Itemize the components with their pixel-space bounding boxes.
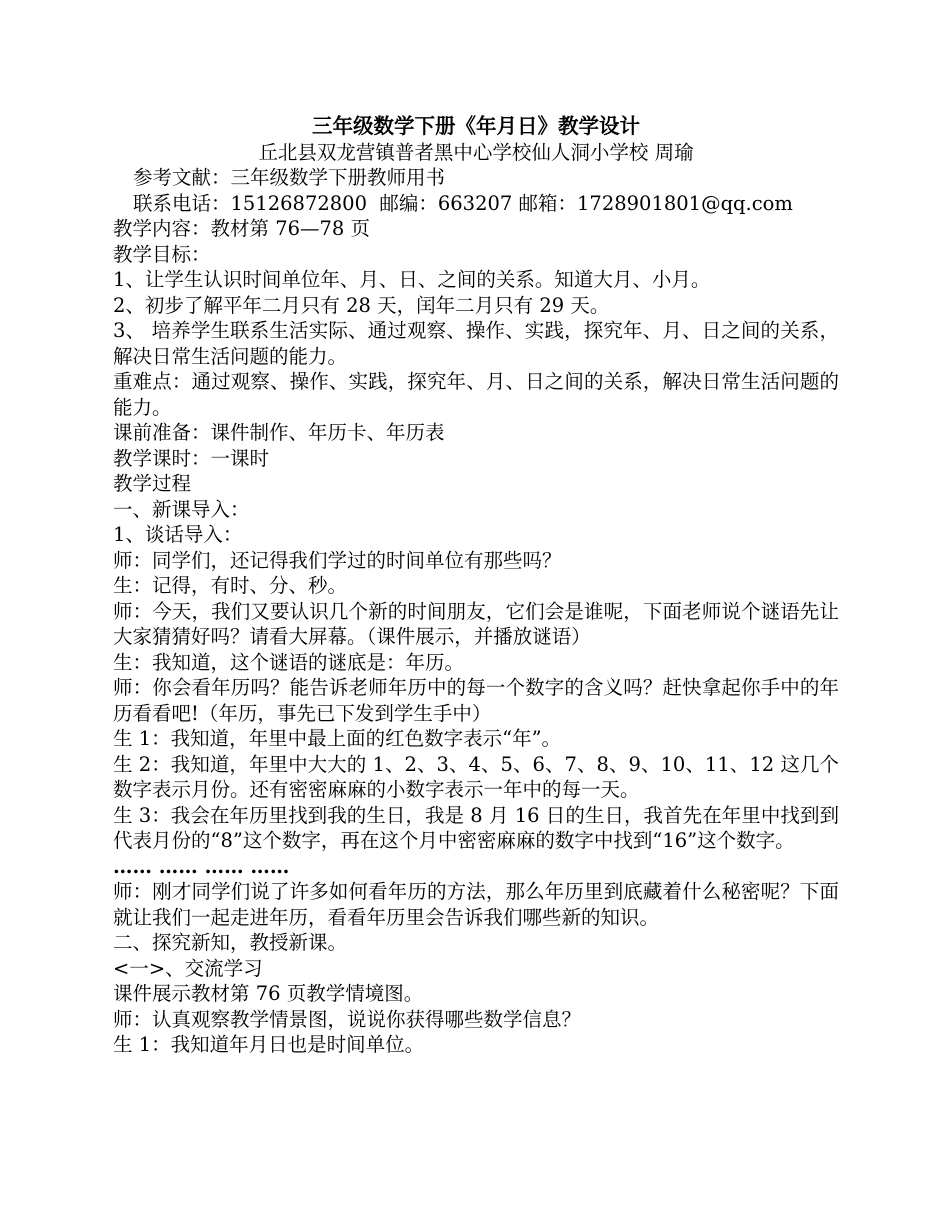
objective-1: 1、让学生认识时间单位年、月、日、之间的关系。知道大月、小月。 (113, 268, 711, 291)
author-line: 丘北县双龙营镇普者黑中心学校仙人洞小学校 周瑜 (258, 141, 694, 164)
section-2-heading: 二、探究新知，教授新课。 (113, 931, 348, 954)
courseware-note: 课件展示教材第 76 页教学情境图。 (113, 982, 424, 1005)
dialogue-line: 生 3：我会在年历里找到我的生日，我是 8 月 16 日的生日，我首先在年里中找到到代表月份的“8”这个数字，再在这个月中密密麻麻的数字中找到“16”这个数字。 (113, 803, 839, 852)
contact-line: 联系电话：15126872800 邮编：663207 邮箱：1728901801@qq.com (133, 191, 793, 215)
dialogue-line: 师：你会看年历吗？能告诉老师年历中的每一个数字的含义吗？赶快拿起你手中的年历看看吧!（年历，事先已下发到学生手中） (113, 676, 839, 725)
dialogue-line: 生：记得，有时、分、秒。 (113, 574, 348, 597)
document-title: 三年级数学下册《年月日》教学设计 (312, 114, 640, 138)
dialogue-line: 生：我知道，这个谜语的谜底是：年历。 (113, 650, 465, 674)
dialogue-line: 师：今天，我们又要认识几个新的时间朋友，它们会是谁呢，下面老师说个谜语先让大家猜猜好吗？请看大屏幕。（课件展示，并播放谜语） (113, 599, 839, 648)
subsection-1-heading: 1、谈话导入： (113, 523, 243, 546)
lesson-hours: 教学课时：一课时 (113, 446, 270, 470)
dialogue-line: 生 2：我知道，年里中大大的 1、2、3、4、5、6、7、8、9、10、11、12 这几个数字表示月份。还有密密麻麻的小数字表示一年中的每一天。 (113, 752, 839, 801)
objective-2: 2、初步了解平年二月只有 28 天，闰年二月只有 29 天。 (113, 293, 610, 317)
subsection-heading: <一>、交流学习 (113, 956, 263, 980)
objectives-heading: 教学目标： (113, 242, 211, 266)
section-1-heading: 一、新课导入： (113, 497, 250, 521)
dialogue-line: 生 1：我知道年月日也是时间单位。 (113, 1033, 425, 1056)
dialogue-line: 生 1：我知道，年里中最上面的红色数字表示“年”。 (113, 727, 562, 750)
reference-line: 参考文献：三年级数学下册教师用书 (133, 166, 446, 189)
dialogue-line: 师：认真观察教学情景图，说说你获得哪些数学信息？ (113, 1007, 582, 1031)
dialogue-line: 师：同学们，还记得我们学过的时间单位有那些吗？ (113, 548, 562, 572)
ellipsis-line: …… …… …… …… (113, 854, 290, 878)
document-page (113, 110, 839, 1058)
preparation: 课前准备：课件制作、年历卡、年历表 (113, 421, 445, 444)
objective-3: 3、 培养学生联系生活实际、通过观察、操作、实践，探究年、月、日之间的关系，解决日常生活问题的能力。 (113, 319, 839, 368)
key-difficulties: 重难点：通过观察、操作、实践，探究年、月、日之间的关系，解决日常生活问题的能力。 (113, 370, 839, 419)
process-heading: 教学过程 (113, 472, 192, 495)
teaching-content: 教学内容：教材第 76—78 页 (113, 217, 371, 240)
dialogue-line: 师：刚才同学们说了许多如何看年历的方法，那么年历里到底藏着什么秘密呢？下面就让我们一起走进年历，看看年历里会告诉我们哪些新的知识。 (113, 880, 839, 929)
